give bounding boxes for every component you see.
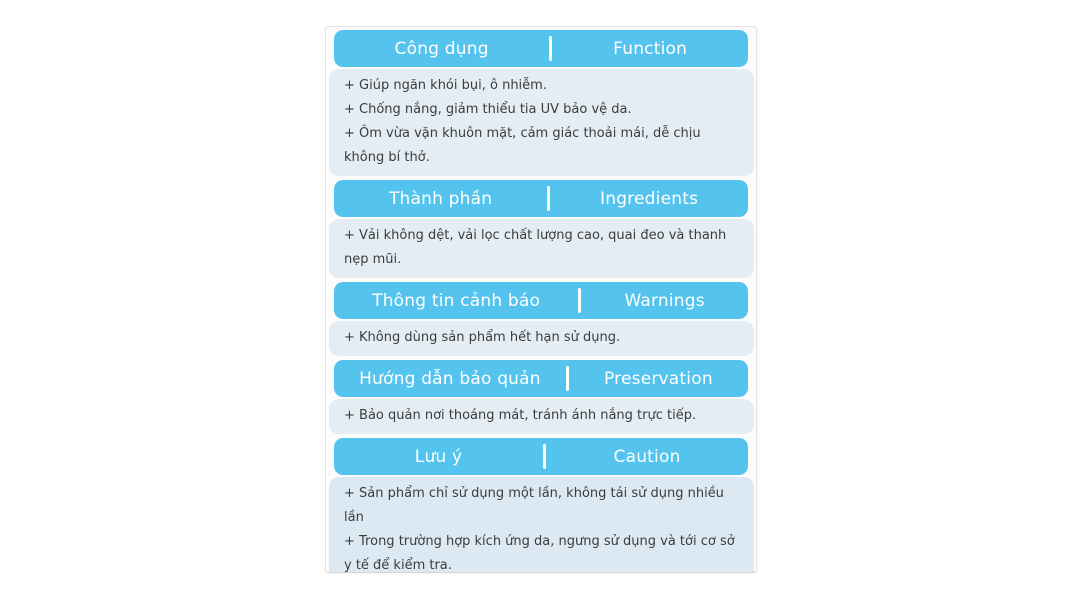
section-body-preservation — [329, 399, 754, 434]
section-header-function — [334, 30, 748, 67]
section-title-vi: Thông tin cảnh báo — [372, 290, 541, 311]
section-title-en: Warnings — [624, 290, 705, 311]
section-title-en: Caution — [613, 446, 681, 467]
section-header-warnings — [334, 282, 748, 319]
section-warnings — [326, 282, 756, 356]
section-caution — [326, 438, 756, 573]
section-title-en: Function — [613, 38, 688, 59]
bullet-item: + Trong trường hợp kích ứng da, ngưng sử dụng và tới cơ sở y tế để kiểm tra. — [344, 534, 735, 573]
bullet-item: + Sản phẩm chỉ sử dụng một lần, không tái sử dụng nhiều lần — [344, 486, 724, 525]
section-body-warnings — [329, 321, 754, 356]
bullet-item: + Vải không dệt, vải lọc chất lượng cao, quai đeo và thanh nẹp mũi. — [344, 228, 727, 267]
section-header-caution — [334, 438, 748, 475]
bullet-item: + Ôm vừa vặn khuôn mặt, cảm giác thoải mái, dễ chịu không bí thở. — [344, 126, 701, 165]
product-info-label-card — [325, 26, 757, 573]
section-ingredients — [326, 180, 756, 278]
section-function — [326, 30, 756, 176]
section-title-vi: Lưu ý — [414, 446, 463, 467]
bullet-item: + Chống nắng, giảm thiểu tia UV bảo vệ da. — [344, 102, 632, 117]
section-title-vi: Hướng dẫn bảo quản — [359, 368, 541, 389]
section-title-vi: Công dụng — [394, 38, 489, 59]
section-header-ingredients — [334, 180, 748, 217]
bullet-item: + Bảo quản nơi thoáng mát, tránh ánh nắng trực tiếp. — [344, 408, 697, 423]
section-title-en: Ingredients — [600, 188, 699, 209]
section-body-ingredients — [329, 219, 754, 278]
section-title-en: Preservation — [604, 368, 713, 389]
section-header-preservation — [334, 360, 748, 397]
section-body-caution — [329, 477, 754, 573]
section-title-vi: Thành phần — [388, 188, 493, 209]
section-body-function — [329, 69, 754, 176]
bullet-item: + Giúp ngăn khói bụi, ô nhiễm. — [344, 78, 547, 93]
bullet-item: + Không dùng sản phẩm hết hạn sử dụng. — [344, 330, 621, 345]
section-preservation — [326, 360, 756, 434]
